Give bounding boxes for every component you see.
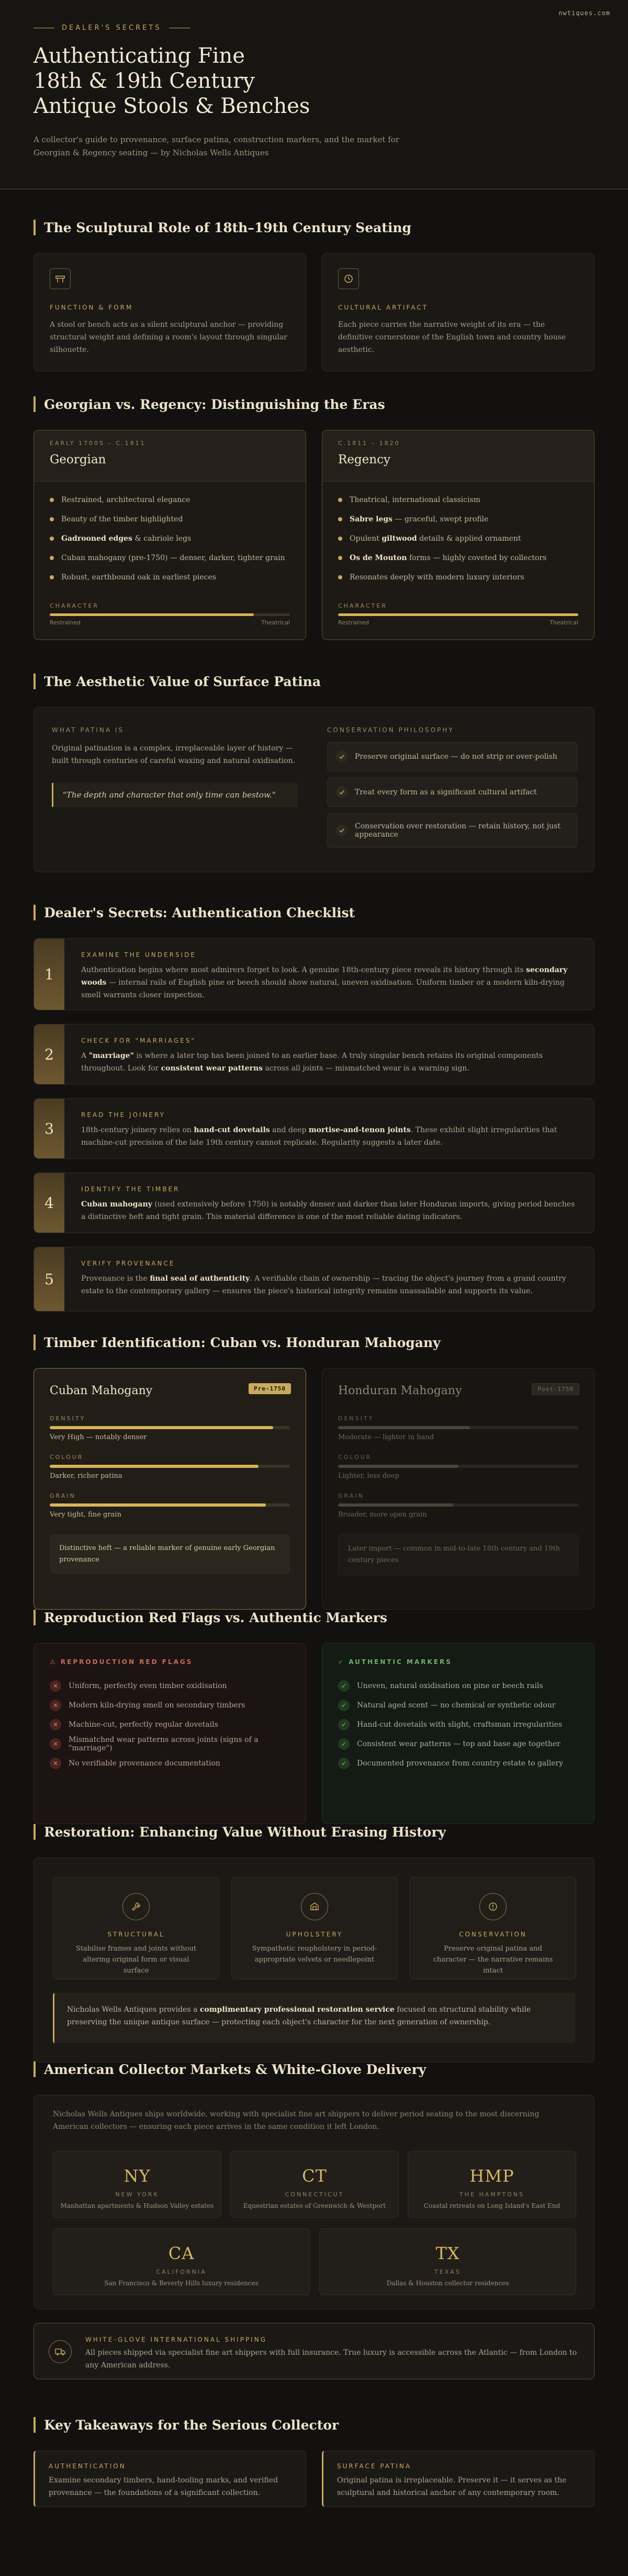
x-mark-icon: ✕ (50, 1719, 61, 1730)
check-icon (336, 825, 347, 836)
patina-right (327, 726, 577, 848)
check-icon (336, 751, 347, 762)
list-item: Opulent giltwood details & applied ornament (338, 529, 578, 548)
metric-fill (50, 1426, 273, 1429)
restoration-label: CONSERVATION (459, 1931, 527, 1938)
step-text: 18th-century joinery relies on hand-cut dovetails and deep mortise-and-tenon joints. These exhibit slight irregularities that machine-cut precision of the late 19th century cannot replicate. Regularity suggests a later date. (81, 1126, 557, 1147)
title-accent-bar (33, 2417, 36, 2433)
section-title-text: Timber Identification: Cuban vs. Honduran Mahogany (44, 1335, 441, 1350)
list-item: ✓ Hand-cut dovetails with slight, craftsman irregularities (338, 1715, 578, 1734)
check-icon: ✓ (338, 1758, 350, 1769)
step-number: 2 (34, 1024, 64, 1084)
restoration-text: Stabilise frames and joints without altering original form or visual surface (75, 1945, 197, 1975)
card-label: FUNCTION & FORM (50, 304, 133, 311)
metric-density: DENSITY Very High — notably denser (50, 1415, 290, 1441)
section-title (33, 2060, 595, 2078)
section-title (33, 1609, 595, 1626)
markets-card (33, 2095, 595, 2309)
checklist-step-3 (33, 1098, 595, 1159)
state-ca: CA CALIFORNIA San Francisco & Beverly Hills luxury residences (53, 2228, 310, 2295)
x-mark-icon: ✕ (50, 1700, 61, 1711)
red-flags-card (33, 1643, 306, 1824)
card-text: Each piece carries the narrative weight of its era — the definitive cornerstone of the English town and country house aesthetic. (338, 321, 566, 354)
title-accent-bar (33, 905, 36, 920)
bullet-dot (338, 517, 342, 521)
title-line-2: 18th & 19th Century (33, 69, 255, 93)
section-restoration (33, 1823, 595, 2062)
title-accent-bar (33, 1335, 36, 1350)
patina-quote: "The depth and character that only time can bestow." (52, 783, 298, 807)
character-label: CHARACTER (338, 602, 387, 609)
restoration-note: Nicholas Wells Antiques provides a complimentary professional restoration service focused on structural stability while preserving the unique antique surface — protecting each object's character for the next generation of ownership. (53, 1993, 575, 2043)
list-item: ✕ Machine-cut, perfectly regular dovetails (50, 1715, 290, 1734)
section-title (33, 673, 595, 690)
section-markets (33, 2060, 595, 2379)
clock-icon (338, 268, 359, 289)
timber-verdict: Distinctive heft — a reliable marker of genuine early Georgian provenance (50, 1534, 290, 1574)
list-item: ✕ Mismatched wear patterns across joints (signs of a "marriage") (50, 1734, 290, 1753)
red-flags-title: ⚠ REPRODUCTION RED FLAGS (50, 1658, 193, 1666)
section-title-text: American Collector Markets & White-Glove Delivery (44, 2061, 427, 2077)
section-title-text: Key Takeaways for the Serious Collector (44, 2417, 339, 2433)
section-title (33, 1823, 595, 1841)
step-number: 3 (34, 1099, 64, 1158)
section-title-text: Georgian vs. Regency: Distinguishing the Eras (44, 396, 385, 412)
step-number: 5 (34, 1247, 64, 1311)
shipping-text: All pieces shipped via specialist fine art shippers with full insurance. True luxury is accessible across the Atlantic — from London to any American address. (85, 2349, 577, 2369)
hero-kicker (33, 24, 595, 32)
section-sculptural (33, 219, 595, 371)
era-card-georgian (33, 430, 306, 640)
page-title (33, 43, 595, 119)
metric-colour: COLOUR Darker, richer patina (50, 1454, 290, 1480)
bullet-dot (338, 498, 342, 502)
shipping-label: WHITE-GLOVE INTERNATIONAL SHIPPING (85, 2336, 267, 2343)
title-accent-bar (33, 396, 36, 412)
list-item: ✕ Uniform, perfectly even timber oxidisation (50, 1676, 290, 1695)
timber-name: Honduran Mahogany (338, 1384, 462, 1397)
list-item: ✓ Documented provenance from country estate to gallery (338, 1753, 578, 1773)
patina-right-label: CONSERVATION PHILOSOPHY (327, 726, 454, 734)
list-item: Sabre legs — graceful, swept profile (338, 509, 578, 529)
section-flags (33, 1609, 595, 1824)
shipping-banner (33, 2323, 595, 2379)
section-title (33, 1333, 595, 1351)
step-label: VERIFY PROVENANCE (81, 1260, 175, 1267)
metric-density: DENSITY Moderate — lighter in hand (338, 1415, 578, 1441)
site-domain[interactable]: nwtiques.com (558, 9, 610, 17)
bullet-dot (50, 537, 54, 541)
step-text: Authentication begins where most admirers forget to look. A genuine 18th-century piece reveals its history through its secondary woods — internal rails of English pine or beech should show natural, uneven oxidisation. Uniform timber or a modern kiln-drying smell warrants closer inspection. (81, 966, 568, 999)
section-eras (33, 395, 595, 640)
title-accent-bar (33, 674, 36, 689)
section-title (33, 219, 595, 236)
bullet-dot (50, 498, 54, 502)
state-hmp: HMP THE HAMPTONS Coastal retreats on Long Island's East End (408, 2151, 576, 2218)
era-header (34, 430, 306, 482)
step-label: EXAMINE THE UNDERSIDE (81, 951, 196, 959)
hero (0, 0, 628, 189)
timber-name: Cuban Mahogany (50, 1384, 153, 1397)
section-title-text: Dealer's Secrets: Authentication Checklist (44, 905, 355, 920)
list-item: Os de Mouton forms — highly coveted by collectors (338, 548, 578, 567)
list-item: ✓ Consistent wear patterns — top and base age together (338, 1734, 578, 1753)
stool-icon (50, 268, 71, 289)
red-flags-list (50, 1676, 290, 1773)
list-item: Gadrooned edges & cabriole legs (50, 529, 290, 548)
patina-card (33, 707, 595, 872)
restoration-upholstery (231, 1877, 398, 1979)
bullet-dot (338, 556, 342, 560)
section-title (33, 395, 595, 413)
list-item: ✓ Uneven, natural oxidisation on pine or beech rails (338, 1676, 578, 1695)
takeaway-text: Examine secondary timbers, hand-tooling marks, and verified provenance — the foundations of a significant collection. (49, 2476, 278, 2497)
metric-fill (338, 1426, 470, 1429)
metric-grain: GRAIN Very tight, fine grain (50, 1492, 290, 1519)
section-title-text: Restoration: Enhancing Value Without Erasing History (44, 1824, 446, 1840)
check-icon: ✓ (338, 1719, 350, 1730)
restoration-text: Sympathetic reupholstery in period-appropriate velvets or needlepoint (252, 1945, 377, 1964)
bullet-dot (338, 537, 342, 541)
bullet-dot (50, 575, 54, 579)
state-ct: CT CONNECTICUT Equestrian estates of Greenwich & Westport (230, 2151, 399, 2218)
title-line-1: Authenticating Fine (33, 44, 245, 68)
restoration-structural (53, 1877, 219, 1979)
title-accent-bar (33, 220, 36, 235)
takeaway-label: AUTHENTICATION (49, 2463, 126, 2470)
kicker-text: DEALER'S SECRETS (62, 24, 162, 32)
takeaway-label: SURFACE PATINA (337, 2463, 412, 2470)
step-text: Cuban mahogany (used extensively before 1750) is notably denser and darker than later Honduran imports, giving period benches a distinctive heft and tight grain. This material difference is one of the most reliable dating indicators. (81, 1200, 575, 1221)
section-title-text: Reproduction Red Flags vs. Authentic Markers (44, 1610, 387, 1625)
era-header (322, 430, 594, 482)
restoration-text: Preserve original patina and character — the narrative remains intact (433, 1945, 553, 1975)
timber-badge: Pre-1750 (249, 1383, 291, 1394)
metric-fill (338, 1503, 453, 1507)
section-title-text: The Aesthetic Value of Surface Patina (44, 674, 321, 689)
wrench-icon (122, 1893, 150, 1920)
cultural-artifact-card (322, 253, 595, 371)
timber-card-cuban (33, 1368, 306, 1610)
metric-grain: GRAIN Broader, more open grain (338, 1492, 578, 1519)
takeaway-patina (322, 2450, 595, 2507)
check-icon (336, 787, 347, 798)
section-takeaways (33, 2416, 595, 2507)
character-right-label: Theatrical (550, 619, 578, 626)
state-tx: TX TEXAS Dallas & Houston collector residences (319, 2228, 576, 2295)
character-fill (50, 613, 254, 616)
step-text: A "marriage" is where a later top has been joined to an earlier base. A truly singular bench retains its original components throughout. Look for consistent wear patterns across all joints — mismatched wear is a warning sign. (81, 1052, 543, 1073)
authentic-markers-list (338, 1676, 578, 1773)
section-checklist (33, 904, 595, 1312)
character-label: CHARACTER (50, 602, 99, 609)
era-dates: C.1811 – 1820 (338, 440, 400, 447)
conservation-item: Preserve original surface — do not strip or over-polish (327, 742, 577, 771)
conservation-item: Treat every form as a significant cultural artifact (327, 778, 577, 807)
character-meter (50, 602, 290, 626)
bullet-dot (50, 517, 54, 521)
list-item: Robust, earthbound oak in earliest pieces (50, 567, 290, 587)
bullet-dot (338, 575, 342, 579)
metric-fill (50, 1465, 259, 1468)
title-line-3: Antique Stools & Benches (33, 94, 310, 118)
list-item: ✕ No verifiable provenance documentation (50, 1753, 290, 1773)
takeaway-authentication (33, 2450, 306, 2507)
check-icon: ✓ (338, 1738, 350, 1750)
authentic-markers-card (322, 1643, 595, 1824)
character-fill (338, 613, 578, 616)
character-left-label: Restrained (50, 619, 81, 626)
patina-left (52, 726, 298, 807)
truck-icon (49, 2340, 72, 2363)
conservation-item: Conservation over restoration — retain history, not just appearance (327, 813, 577, 848)
checklist-step-2 (33, 1024, 595, 1085)
era-points (322, 482, 594, 587)
check-icon: ✓ (338, 1680, 350, 1692)
state-ny: NY NEW YORK Manhattan apartments & Hudson Valley estates (53, 2151, 221, 2218)
section-timber (33, 1333, 595, 1610)
restoration-card (33, 1857, 595, 2062)
step-text: Provenance is the final seal of authenticity. A verifiable chain of ownership — tracing the object's journey from a grand country estate to the contemporary gallery — ensures the piece's historical integrity remains unassailable and supports its value. (81, 1274, 566, 1295)
character-right-label: Theatrical (261, 619, 290, 626)
metric-fill (50, 1503, 266, 1507)
timber-verdict: Later import — common in mid-to-late 18th century and 19th century pieces (338, 1534, 578, 1575)
checklist-step-1 (33, 938, 595, 1010)
upholstery-icon (301, 1893, 328, 1920)
check-icon: ✓ (338, 1700, 350, 1711)
checklist-step-5 (33, 1247, 595, 1312)
patina-left-text: Original patination is a complex, irreplaceable layer of history — built through centuries of careful waxing and natural oxidisation. (52, 744, 296, 765)
metric-fill (338, 1465, 458, 1468)
character-track (338, 613, 578, 616)
section-title-text: The Sculptural Role of 18th–19th Century Seating (44, 220, 412, 235)
list-item: Theatrical, international classicism (338, 490, 578, 509)
card-text: A stool or bench acts as a silent sculptural anchor — providing structural weight and defining a room's layout through singular silhouette. (50, 321, 287, 354)
step-label: READ THE JOINERY (81, 1111, 165, 1119)
era-dates: EARLY 1700S – C.1811 (50, 440, 146, 447)
step-number: 1 (34, 939, 64, 1010)
character-meter (338, 602, 578, 626)
list-item: Restrained, architectural elegance (50, 490, 290, 509)
section-patina (33, 673, 595, 872)
conservation-icon (479, 1893, 507, 1920)
character-left-label: Restrained (338, 619, 369, 626)
restoration-label: UPHOLSTERY (286, 1931, 343, 1938)
list-item: Cuban mahogany (pre-1750) — denser, darker, tighter grain (50, 548, 290, 567)
restoration-label: STRUCTURAL (107, 1931, 165, 1938)
checklist-step-4 (33, 1172, 595, 1233)
era-name: Regency (338, 453, 390, 466)
list-item: Resonates deeply with modern luxury interiors (338, 567, 578, 587)
hero-subtitle: A collector's guide to provenance, surface patina, construction markers, and the market for Georgian & Regency seating — by Nicholas Wells Antiques (33, 135, 399, 157)
list-item: ✕ Modern kiln-drying smell on secondary timbers (50, 1695, 290, 1715)
checklist-steps (33, 938, 595, 1312)
timber-card-honduran (322, 1368, 595, 1610)
card-label: CULTURAL ARTIFACT (338, 304, 428, 311)
bullet-dot (50, 556, 54, 560)
x-mark-icon: ✕ (50, 1758, 61, 1769)
x-mark-icon: ✕ (50, 1738, 61, 1750)
list-item: Beauty of the timber highlighted (50, 509, 290, 529)
era-card-regency (322, 430, 595, 640)
takeaway-text: Original patina is irreplaceable. Preserve it — it serves as the sculptural and historical anchor of any contemporary room. (337, 2476, 567, 2497)
timber-badge: Post-1750 (532, 1383, 579, 1395)
step-number: 4 (34, 1173, 64, 1233)
era-points (34, 482, 306, 587)
era-name: Georgian (50, 453, 106, 466)
list-item: ✓ Natural aged scent — no chemical or synthetic odour (338, 1695, 578, 1715)
function-form-card (33, 253, 306, 371)
title-accent-bar (33, 1610, 36, 1625)
step-label: CHECK FOR "MARRIAGES" (81, 1037, 196, 1044)
section-title (33, 904, 595, 921)
character-track (50, 613, 290, 616)
patina-left-label: WHAT PATINA IS (52, 726, 125, 734)
section-title (33, 2416, 595, 2434)
metric-colour: COLOUR Lighter, less deep (338, 1454, 578, 1480)
step-label: IDENTIFY THE TIMBER (81, 1186, 180, 1193)
markets-intro: Nicholas Wells Antiques ships worldwide, working with specialist fine art shippers to deliver period seating to the most discerning American collectors — ensuring each piece arrives in the same condition it left London. (53, 2110, 540, 2131)
authentic-markers-title: ✓ AUTHENTIC MARKERS (338, 1658, 452, 1666)
restoration-conservation (410, 1877, 576, 1979)
x-mark-icon: ✕ (50, 1680, 61, 1692)
title-accent-bar (33, 2061, 36, 2077)
title-accent-bar (33, 1824, 36, 1840)
